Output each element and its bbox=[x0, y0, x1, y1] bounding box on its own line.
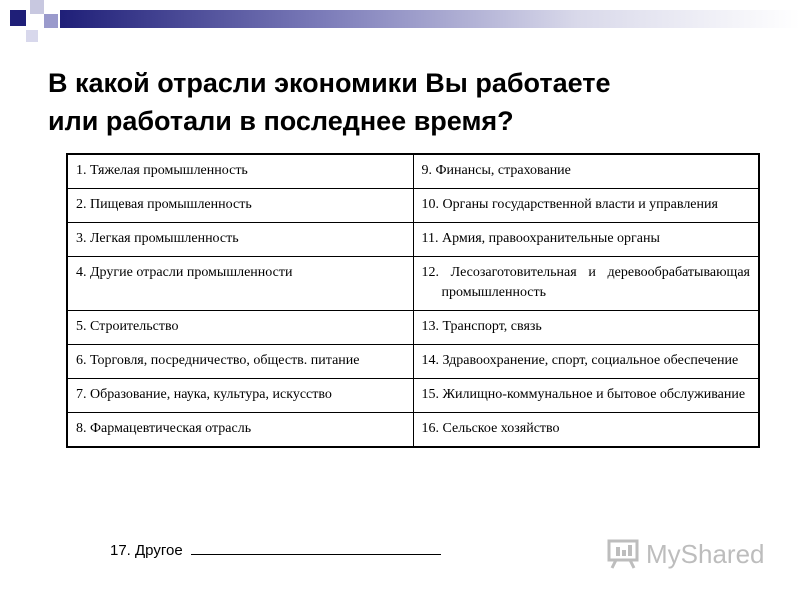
industry-option: 9. Финансы, страхование bbox=[421, 163, 571, 178]
industry-option: 10. Органы государственной власти и управления bbox=[421, 197, 718, 212]
industry-option: 7. Образование, наука, культура, искусство bbox=[76, 387, 332, 402]
industry-option: 6. Торговля, посредничество, обществ. питание bbox=[76, 353, 360, 368]
industry-option: 2. Пищевая промышленность bbox=[76, 197, 252, 212]
other-option-label: 17. Другое bbox=[110, 542, 183, 559]
decorative-header bbox=[0, 0, 800, 50]
industry-option: 11. Армия, правоохранительные органы bbox=[421, 231, 660, 246]
industry-option: 14. Здравоохранение, спорт, социальное обеспечение bbox=[421, 353, 739, 368]
table-row bbox=[67, 223, 759, 257]
presentation-board-icon bbox=[606, 538, 640, 570]
table-cell bbox=[413, 413, 759, 448]
other-answer-blank bbox=[191, 540, 441, 555]
table-cell bbox=[67, 379, 413, 413]
logo-text: MyShared bbox=[646, 538, 765, 569]
decor-square-3 bbox=[44, 14, 58, 28]
industry-option: 5. Строительство bbox=[76, 319, 179, 334]
other-option bbox=[110, 540, 441, 559]
table-row bbox=[67, 154, 759, 189]
decor-square-2 bbox=[30, 0, 44, 14]
industry-table bbox=[66, 153, 760, 448]
slide-title-line-1: В какой отрасли экономики Вы работаете bbox=[48, 68, 611, 98]
table-row bbox=[67, 311, 759, 345]
decorative-band bbox=[60, 10, 800, 28]
table-cell bbox=[67, 189, 413, 223]
table-cell bbox=[413, 311, 759, 345]
decor-square-1 bbox=[10, 10, 26, 26]
watermark-logo bbox=[606, 536, 765, 572]
decor-square-4 bbox=[26, 30, 38, 42]
industry-option: 3. Легкая промышленность bbox=[76, 231, 239, 246]
table-cell bbox=[413, 223, 759, 257]
industry-option: 4. Другие отрасли промышленности bbox=[76, 265, 293, 280]
table-cell bbox=[413, 345, 759, 379]
industry-option: 8. Фармацевтическая отрасль bbox=[76, 421, 252, 436]
table-row bbox=[67, 413, 759, 448]
industry-option: 12. Лесозаготовительная и деревообрабатывающая промышленность bbox=[421, 265, 750, 300]
table-cell bbox=[67, 154, 413, 189]
slide-title-line-2: или работали в последнее время? bbox=[48, 106, 514, 136]
table-cell bbox=[67, 257, 413, 311]
industry-option: 13. Транспорт, связь bbox=[421, 319, 542, 334]
table-cell bbox=[67, 345, 413, 379]
table-cell bbox=[413, 189, 759, 223]
table-cell bbox=[67, 311, 413, 345]
slide-title bbox=[48, 64, 748, 140]
table-row bbox=[67, 379, 759, 413]
table-cell bbox=[67, 413, 413, 448]
table-row bbox=[67, 189, 759, 223]
table-cell bbox=[67, 223, 413, 257]
table-cell bbox=[413, 154, 759, 189]
table-row bbox=[67, 345, 759, 379]
industry-option: 1. Тяжелая промышленность bbox=[76, 163, 248, 178]
industry-option: 16. Сельское хозяйство bbox=[421, 421, 560, 436]
table-cell bbox=[413, 379, 759, 413]
table-cell bbox=[413, 257, 759, 311]
table-row bbox=[67, 257, 759, 311]
industry-option: 15. Жилищно-коммунальное и бытовое обслуживание bbox=[421, 387, 746, 402]
